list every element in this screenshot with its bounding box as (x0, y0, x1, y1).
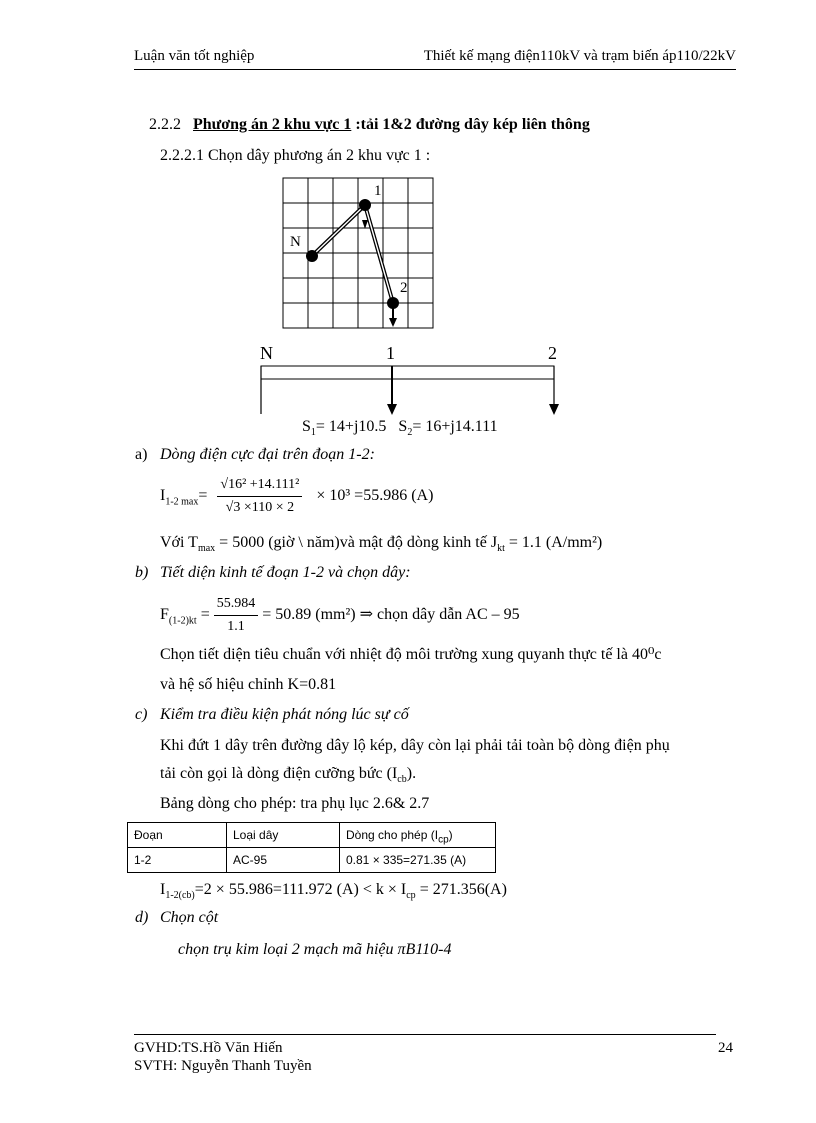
fkt-symbol: F (160, 606, 169, 624)
section-title-underlined: Phương án 2 khu vực 1 (193, 116, 352, 133)
line-label-1: 1 (386, 343, 395, 363)
load-arrow-1 (387, 404, 397, 415)
imax-eq: = (198, 487, 208, 505)
item-a-note (160, 533, 602, 553)
node-N-dot (306, 250, 318, 262)
item-b-line1: Chọn tiết diện tiêu chuẩn với nhiệt độ môi trường xung quyanh thực tế là 40⁰c (160, 646, 662, 663)
formula-fkt (160, 594, 520, 637)
fkt-sub: (1-2)kt (168, 615, 197, 627)
page-number: 24 (718, 1040, 733, 1056)
c-line2-sub: cb (397, 774, 407, 786)
item-c-line3: Bảng dòng cho phép: tra phụ lục 2.6& 2.7 (160, 795, 430, 812)
note-sub2: kt (497, 543, 505, 555)
imax-result: × 10³ =55.986 (A) (316, 487, 434, 505)
s1-symbol: S (302, 418, 311, 435)
s1-sub: 1 (310, 427, 316, 439)
table-cell: AC-95 (227, 848, 340, 873)
table-header-cell: Loại dây (227, 823, 340, 848)
single-line-diagram (250, 340, 580, 420)
item-c-line1: Khi đứt 1 dây trên đường dây lộ kép, dây còn lại phải tải toàn bộ dòng điện phụ (160, 737, 670, 754)
check-sub: 1-2(cb) (165, 890, 195, 902)
imax-numerator: 16² +14.111² (228, 477, 300, 492)
item-c-marker: c) (135, 706, 148, 723)
table-cell: 1-2 (128, 848, 227, 873)
table-header-row (128, 823, 496, 848)
double-line-1-2 (365, 205, 393, 303)
note-pre: Với T (160, 534, 198, 551)
imax-fraction: $\frac{\text{√16² +14.111²}}{√3 \times 110 \times 2}$ (217, 475, 302, 518)
item-b-line2: và hệ số hiệu chỉnh K=0.81 (160, 676, 337, 693)
note-end: = 1.1 (A/mm²) (504, 534, 603, 551)
formula-imax (160, 475, 433, 518)
section-heading (149, 115, 590, 135)
imax-symbol: I (160, 487, 166, 505)
grid-lines (283, 178, 433, 328)
check-pre: I (160, 881, 166, 898)
line-label-2: 2 (548, 343, 557, 363)
item-d-title: Chọn cột (160, 909, 219, 926)
check-mid: =2 × 55.986=111.972 (A) < k × I (194, 881, 407, 898)
c-line2-pre: tải còn gọi là dòng điện cưỡng bức (I (160, 765, 398, 782)
load-arrow-2 (549, 404, 559, 415)
table-cell: 0.81 × 335=271.35 (A) (340, 848, 496, 873)
node-N-label: N (290, 234, 301, 250)
c-line2-end: ). (406, 765, 417, 782)
fkt-eq: = (200, 606, 210, 624)
item-c-title: Kiểm tra điều kiện phát nóng lúc sự cố (160, 706, 409, 723)
item-d-marker: d) (135, 909, 149, 926)
current-table (127, 822, 496, 873)
header-right: Thiết kế mạng điện110kV và trạm biến áp110/22kV (423, 48, 736, 64)
s1-value: = 14+j10.5 (315, 418, 387, 435)
s2-sub: 2 (407, 427, 413, 439)
item-b-marker: b) (135, 564, 149, 581)
s2-symbol: S (398, 418, 408, 435)
fkt-numerator: 55.984 (214, 594, 259, 616)
section-number: 2.2.2 (149, 116, 181, 133)
footer-rule (134, 1034, 716, 1035)
node-1-label: 1 (374, 183, 382, 199)
fkt-fraction (214, 594, 259, 637)
load-values (302, 417, 498, 437)
line-label-N: N (260, 343, 273, 363)
footer-gvhd: GVHD:TS.Hồ Văn Hiến (134, 1040, 283, 1056)
table-row (128, 848, 496, 873)
note-mid: = 5000 (giờ \ năm)và mật độ dòng kinh tế J (215, 534, 498, 551)
fkt-denominator: 1.1 (227, 619, 245, 634)
node-2-label: 2 (400, 280, 408, 296)
s2-value: = 16+j14.111 (412, 418, 498, 435)
fkt-result: = 50.89 (mm²) ⇒ chọn dây dẫn AC – 95 (262, 606, 520, 624)
item-d-line: chọn trụ kim loại 2 mạch mã hiệu πB110-4 (178, 941, 452, 958)
footer-svth: SVTH: Nguyễn Thanh Tuyền (134, 1058, 312, 1074)
load-arrow-2-head (389, 318, 397, 327)
check-end: = 271.356(A) (415, 881, 507, 898)
double-line-N-1 (312, 205, 365, 256)
header-rule (134, 69, 736, 70)
node-2-dot (387, 297, 399, 309)
item-c-line2 (160, 764, 416, 784)
header-left: Luận văn tốt nghiệp (134, 48, 255, 64)
note-sub: max (197, 543, 216, 555)
item-a-marker: a) (135, 446, 148, 463)
item-a-title: Dòng điện cực đại trên đoạn 1-2: (160, 446, 375, 463)
imax-denominator: 3 ×110 × 2 (233, 500, 295, 515)
node-1-dot (359, 199, 371, 211)
table-header-cell: Dòng cho phép $(I_{cp})$ (340, 823, 496, 848)
check-formula (160, 880, 507, 900)
section-title-rest: :tải 1&2 đường dây kép liên thông (355, 116, 590, 133)
line-bus (261, 366, 554, 379)
imax-sub: 1-2 max (165, 496, 199, 508)
item-b-title: Tiết diện kinh tế đoạn 1-2 và chọn dây: (160, 564, 411, 581)
check-sub2: cp (406, 890, 416, 902)
table-header-cell: Đoạn (128, 823, 227, 848)
subsection-heading: 2.2.2.1 Chọn dây phương án 2 khu vực 1 : (160, 147, 431, 164)
grid-diagram (280, 175, 440, 335)
